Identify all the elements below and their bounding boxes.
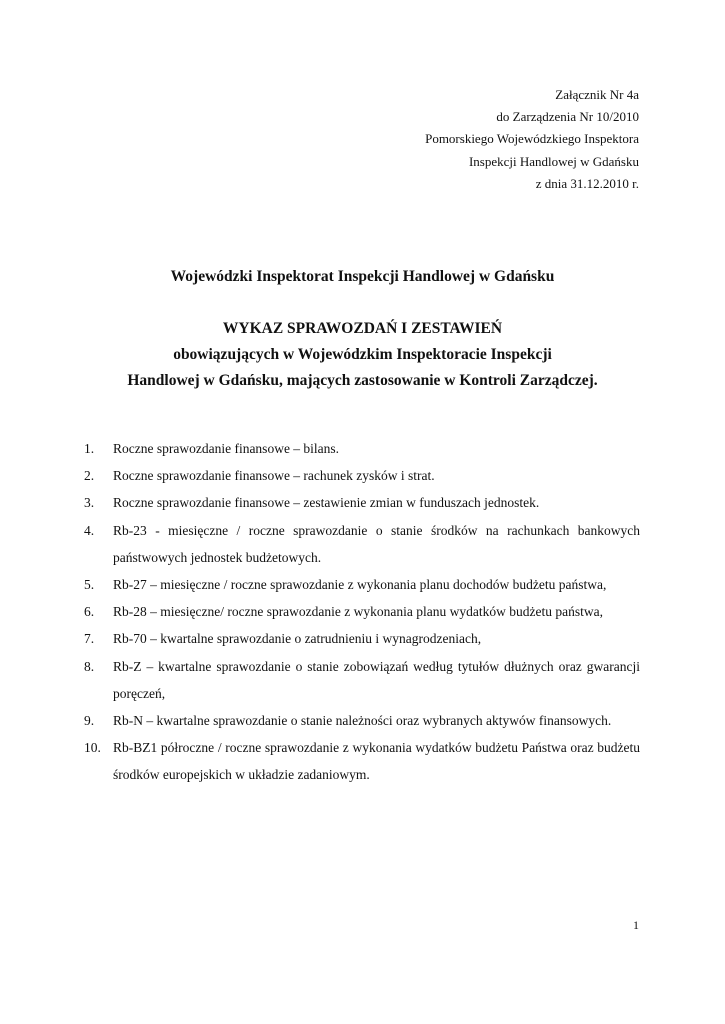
title-line: obowiązujących w Wojewódzkim Inspektoracie Inspekcji [173,346,552,363]
item-text: Roczne sprawozdanie finansowe – zestawienie zmian w funduszach jednostek. [113,495,540,511]
list-item [84,598,640,625]
item-number: 8. [84,658,95,674]
item-text: Roczne sprawozdanie finansowe – bilans. [113,441,340,456]
annex-header [279,84,639,195]
list-item [84,707,640,734]
list-item [84,734,640,788]
report-list [84,435,640,789]
list-item [84,435,640,462]
title-line: WYKAZ SPRAWOZDAŃ I ZESTAWIEŃ [222,320,503,337]
item-number: 1. [84,441,95,456]
item-text: Rb-70 – kwartalne sprawozdanie o zatrudnieniu i wynagrodzeniach, [113,631,482,647]
list-item [84,653,640,707]
annex-line: Pomorskiego Wojewódzkiego Inspektora [425,131,639,147]
item-text: Rb-N – kwartalne sprawozdanie o stanie należności oraz wybranych aktywów finansowych. [113,713,612,729]
item-text: Rb-BZ1 półroczne / roczne sprawozdanie z wykonania wydatków budżetu Państwa oraz budżetu środków europejskich w układzie zadaniowym. [113,740,640,783]
list-item [84,571,640,598]
item-number: 7. [84,631,95,647]
item-number: 6. [84,604,95,620]
list-item [84,489,640,516]
item-number: 9. [84,713,95,729]
item-text: Rb-Z – kwartalne sprawozdanie o stanie zobowiązań według tytułów dłużnych oraz gwarancji poręczeń, [113,658,640,701]
item-number: 10. [84,740,101,756]
item-text: Rb-27 – miesięczne / roczne sprawozdanie z wykonania planu dochodów budżetu państwa, [113,577,607,593]
annex-line: Inspekcji Handlowej w Gdańsku [468,153,639,169]
list-item [84,517,640,571]
item-number: 3. [84,495,95,511]
item-text: Rb-23 - miesięczne / roczne sprawozdanie o stanie środków na rachunkach bankowych państwowych jednostek budżetowych. [113,522,640,565]
item-text: Rb-28 – miesięczne/ roczne sprawozdanie z wykonania planu wydatków budżetu państwa, [113,604,603,620]
item-text: Roczne sprawozdanie finansowe – rachunek zysków i strat. [113,468,435,484]
item-number: 4. [84,522,95,538]
title-line: Handlowej w Gdańsku, mających zastosowanie w Kontroli Zarządczej. [127,372,598,389]
list-item [84,462,640,489]
annex-line: do Zarządzenia Nr 10/2010 [496,109,639,125]
document-title [60,316,665,394]
annex-line: z dnia 31.12.2010 r. [535,175,639,191]
page-number: 1 [633,918,639,932]
institution-heading: Wojewódzki Inspektorat Inspekcji Handlowej w Gdańsku [170,268,555,285]
list-item [84,625,640,652]
annex-line: Załącznik Nr 4a [555,87,639,102]
item-number: 2. [84,468,95,484]
item-number: 5. [84,577,95,593]
